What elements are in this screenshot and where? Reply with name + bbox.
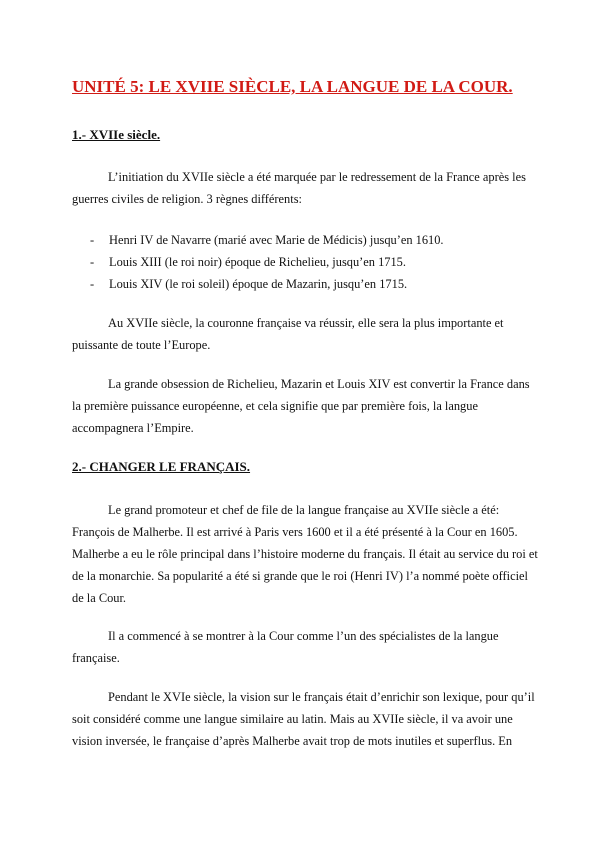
paragraph-line: L’initiation du XVIIe siècle a été marquée par le redressement de la France après les — [108, 170, 526, 184]
section2-paragraph-2 — [72, 625, 532, 669]
list-item — [90, 229, 510, 251]
paragraph-line: Au XVIIe siècle, la couronne française va réussir, elle sera la plus importante et — [108, 316, 504, 330]
section2-paragraph-1 — [72, 499, 538, 609]
section-heading-2: 2.- CHANGER LE FRANÇAIS. — [72, 459, 251, 474]
paragraph-line: François de Malherbe. Il est arrivé à Paris vers 1600 et il a été présenté à la Cour en 1605. — [72, 525, 518, 539]
section2-paragraph-3 — [72, 686, 535, 752]
paragraph-line: vision inversée, le française d’après Malherbe avait trop de mots inutiles et superflus. En — [72, 734, 513, 748]
paragraph-line: Pendant le XVIe siècle, la vision sur le français était d’enrichir son lexique, pour qu’il — [108, 690, 535, 704]
paragraph-line: soit considéré comme une langue similaire au latin. Mais au XVIIe siècle, il va avoir une — [72, 712, 513, 726]
section1-intro-paragraph — [72, 166, 532, 210]
paragraph-line: française. — [72, 651, 120, 665]
reigns-list — [90, 229, 510, 295]
paragraph-line: Malherbe a eu le rôle principal dans l’histoire moderne du français. Il était au service du roi et — [72, 547, 538, 561]
paragraph-line: la première puissance européenne, et cela signifie que par première fois, la langue — [72, 399, 478, 413]
section-heading-1: 1.- XVIIe siècle. — [72, 127, 161, 142]
paragraph-line: de la Cour. — [72, 591, 127, 605]
paragraph-line: guerres civiles de religion. 3 règnes différents: — [72, 192, 302, 206]
paragraph-line: de la monarchie. Sa popularité a été si grande que le roi (Henri IV) l’a nommé poète officiel — [72, 569, 528, 583]
list-item-text: Louis XIV (le roi soleil) époque de Mazarin, jusqu’en 1715. — [109, 277, 408, 291]
bullet-dash: - — [90, 255, 95, 269]
list-item — [90, 273, 510, 295]
paragraph-line: puissante de toute l’Europe. — [72, 338, 211, 352]
list-item — [90, 251, 510, 273]
section1-paragraph-2 — [72, 312, 532, 356]
list-item-text: Henri IV de Navarre (marié avec Marie de Médicis) jusqu’en 1610. — [109, 233, 444, 247]
list-item-text: Louis XIII (le roi noir) époque de Richelieu, jusqu’en 1715. — [109, 255, 406, 269]
paragraph-line: La grande obsession de Richelieu, Mazarin et Louis XIV est convertir la France dans — [108, 377, 530, 391]
paragraph-line: accompagnera l’Empire. — [72, 421, 194, 435]
paragraph-line: Il a commencé à se montrer à la Cour comme l’un des spécialistes de la langue — [108, 629, 499, 643]
bullet-dash: - — [90, 277, 95, 291]
page-title: UNITÉ 5: LE XVIIE SIÈCLE, LA LANGUE DE LA COUR. — [72, 77, 513, 96]
section1-paragraph-3 — [72, 373, 532, 439]
bullet-dash: - — [90, 233, 95, 247]
paragraph-line: Le grand promoteur et chef de file de la langue française au XVIIe siècle a été: — [108, 503, 500, 517]
